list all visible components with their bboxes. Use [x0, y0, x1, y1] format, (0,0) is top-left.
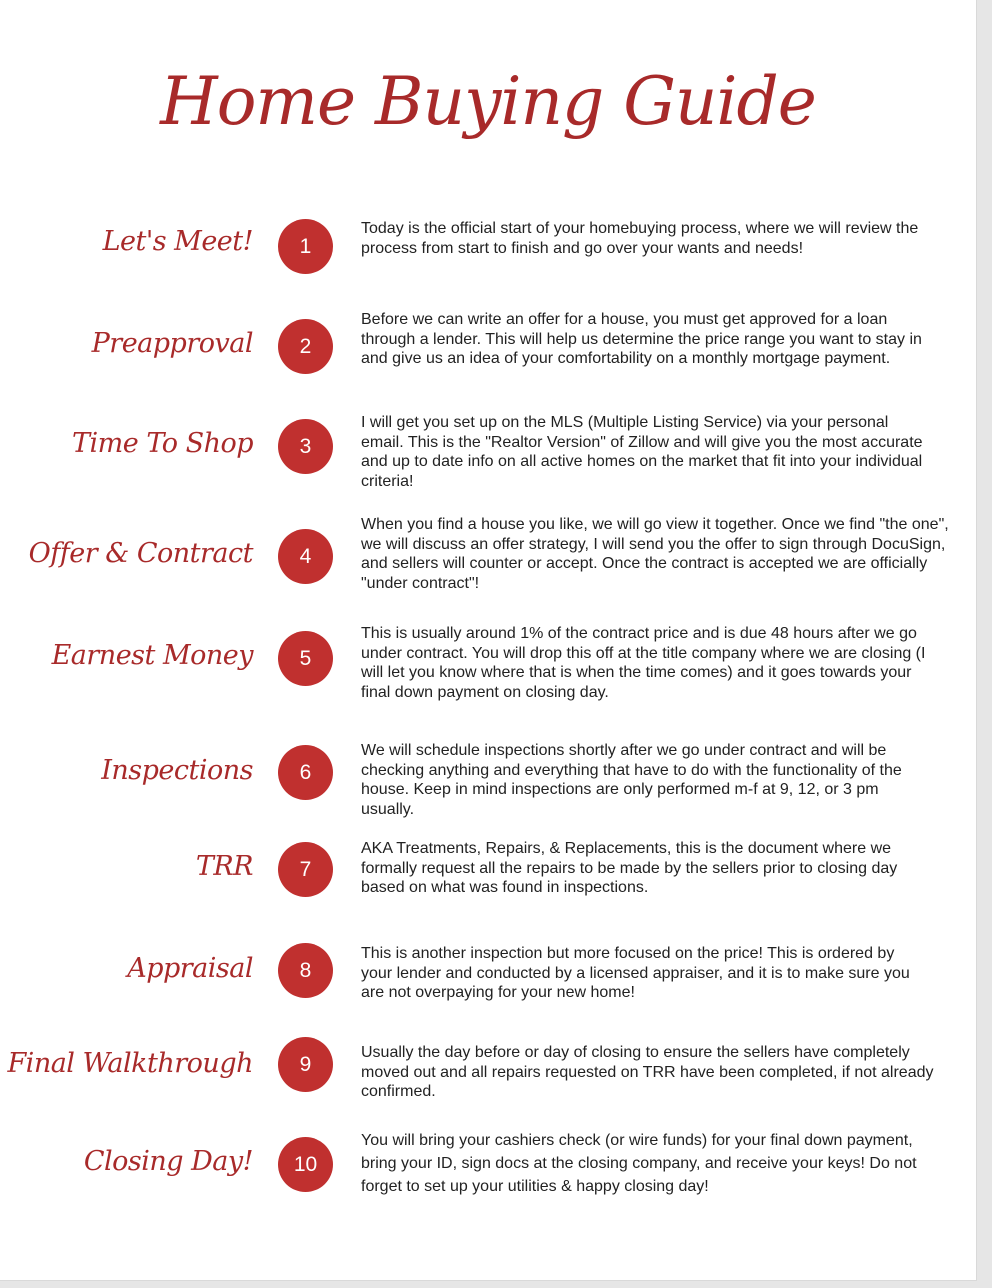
step-description: This is usually around 1% of the contract price and is due 48 hours after we go under contract. You will drop this off at the title company where we are closing (I will let you know where that is when the time comes) and it goes towards your final down payment on closing day. [361, 625, 926, 701]
step-description: This is another inspection but more focused on the price! This is ordered by your lender and conducted by a licensed appraiser, and it is to make sure you are not overpaying for your new home! [361, 945, 910, 1001]
step-description: Today is the official start of your homebuying process, where we will review the process from start to finish and go over your wants and needs! [361, 220, 919, 257]
step-number-badge: 9 [278, 1037, 333, 1092]
step-label: Final Walkthrough [7, 1048, 253, 1079]
step-number-badge: 2 [278, 319, 333, 374]
page-title: Home Buying Guide [160, 63, 816, 140]
step-label: Earnest Money [51, 640, 253, 671]
step-label: Preapproval [91, 328, 253, 359]
step-label: Offer & Contract [28, 538, 253, 569]
step-number-badge: 8 [278, 943, 333, 998]
step-label: Closing Day! [83, 1146, 253, 1177]
step-label: TRR [195, 851, 253, 882]
step-label: Appraisal [127, 953, 253, 984]
step-number-badge: 4 [278, 529, 333, 584]
step-description: You will bring your cashiers check (or wire funds) for your final down payment, bring your ID, sign docs at the closing company, and receive your keys! Do not forget to set up your utilities & happy closing day! [361, 1132, 917, 1195]
step-label: Inspections [101, 755, 253, 786]
step-number-badge: 10 [278, 1137, 333, 1192]
step-label: Let's Meet! [102, 226, 253, 257]
step-number-badge: 3 [278, 419, 333, 474]
step-number-badge: 1 [278, 219, 333, 274]
step-description: I will get you set up on the MLS (Multiple Listing Service) via your personal email. This is the "Realtor Version" of Zillow and will give you the most accurate and up to date info on all active homes on the market that fit into your individual criteria! [361, 414, 923, 490]
step-label: Time To Shop [72, 428, 253, 459]
step-number-badge: 7 [278, 842, 333, 897]
step-description: Usually the day before or day of closing to ensure the sellers have completely moved out and all repairs requested on TRR have been completed, if not already confirmed. [361, 1044, 934, 1100]
step-number-badge: 6 [278, 745, 333, 800]
step-description: We will schedule inspections shortly after we go under contract and will be checking anything and everything that have to do with the functionality of the house. Keep in mind inspections are only performed m-f at 9, 12, or 3 pm usually. [361, 742, 902, 818]
step-description: When you find a house you like, we will go view it together. Once we find "the one", we will discuss an offer strategy, I will send you the offer to sign through DocuSign, and sellers will counter or accept. Once the contract is accepted we are officially "under contract"! [361, 516, 949, 592]
step-description: Before we can write an offer for a house, you must get approved for a loan through a lender. This will help us determine the price range you want to stay in and give us an idea of your comfortability on a monthly mortgage payment. [361, 311, 922, 367]
step-description: AKA Treatments, Repairs, & Replacements, this is the document where we formally request all the repairs to be made by the sellers prior to closing day based on what was found in inspections. [361, 840, 898, 896]
step-number-badge: 5 [278, 631, 333, 686]
